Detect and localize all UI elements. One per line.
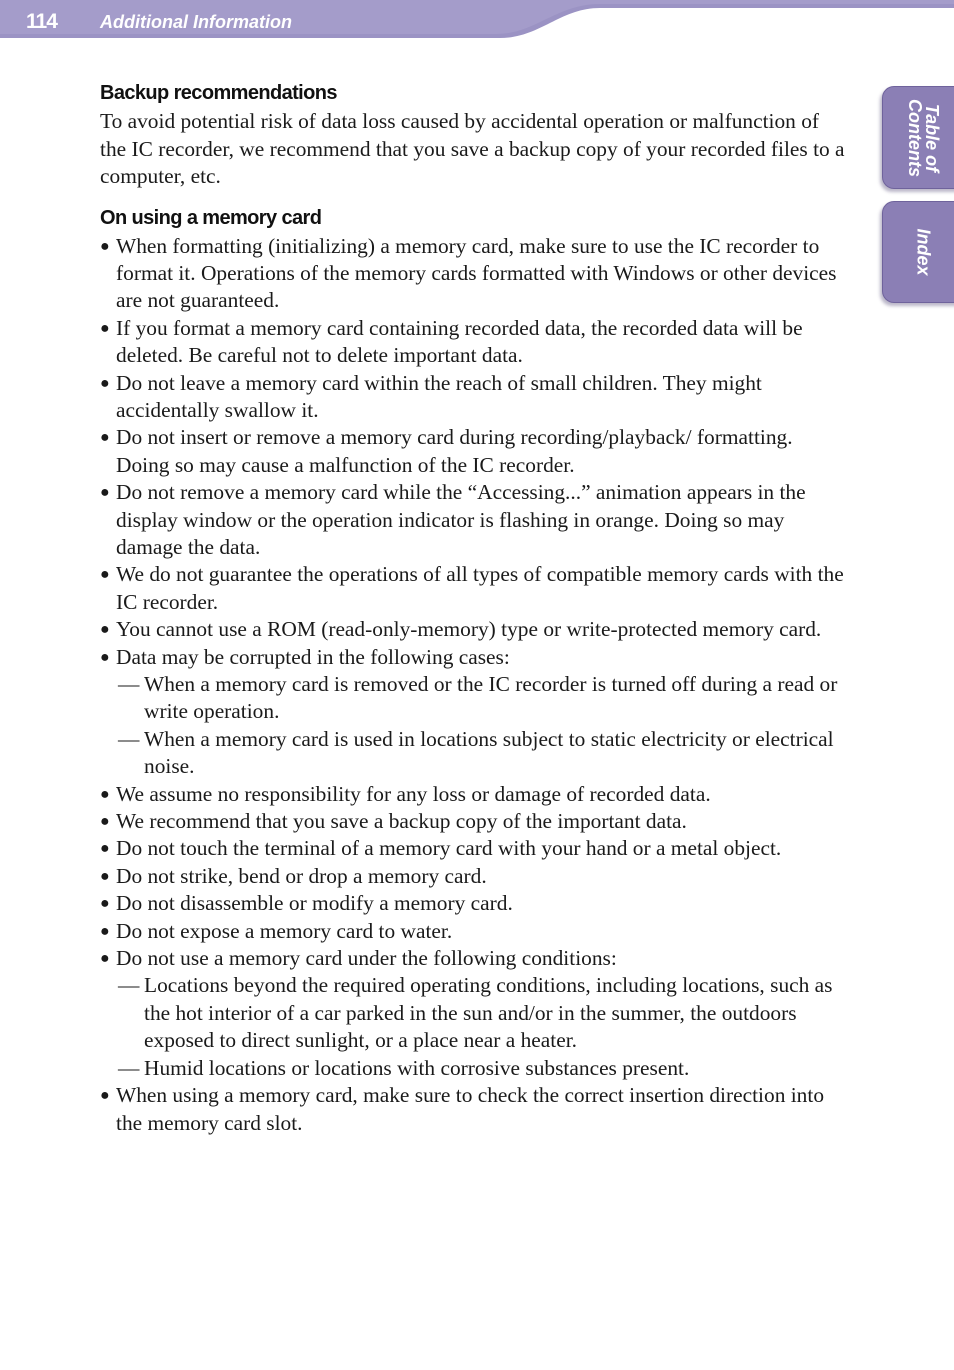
bullet-icon: ● bbox=[100, 950, 110, 968]
list-item-text: If you format a memory card containing recorded data, the recorded data will be deleted. Be careful not to delete important data. bbox=[116, 315, 803, 368]
bullet-icon: ● bbox=[100, 867, 110, 885]
list-item-text: Do not touch the terminal of a memory card with your hand or a metal object. bbox=[116, 836, 782, 861]
index-label: Index bbox=[913, 228, 934, 276]
bullet-icon: ● bbox=[100, 566, 110, 584]
list-item-text: We recommend that you save a backup copy of the important data. bbox=[116, 809, 687, 834]
dash-icon: — bbox=[118, 973, 140, 998]
list-item-text: When using a memory card, make sure to check the correct insertion direction into the memory card slot. bbox=[116, 1083, 825, 1135]
bullet-icon: ● bbox=[100, 484, 110, 502]
list-item bbox=[100, 918, 848, 945]
bullet-icon: ● bbox=[100, 648, 110, 666]
corruption-cases-list bbox=[100, 671, 848, 781]
list-item bbox=[100, 945, 848, 972]
list-item-text: Do not use a memory card under the following conditions: bbox=[116, 946, 617, 971]
bullet-icon: ● bbox=[100, 237, 110, 255]
list-item bbox=[100, 315, 848, 370]
list-item bbox=[100, 781, 848, 808]
sub-list-item-text: Humid locations or locations with corrosive substances present. bbox=[144, 1055, 690, 1080]
bullet-icon: ● bbox=[100, 374, 110, 392]
list-item bbox=[100, 863, 848, 890]
list-item-text: When formatting (initializing) a memory card, make sure to use the IC recorder to format it. Operations of the memory cards formatted with Windows or other devices are not guaranteed. bbox=[116, 233, 837, 313]
list-item-text: Data may be corrupted in the following cases: bbox=[116, 644, 510, 669]
list-item-text: Do not insert or remove a memory card during recording/playback/ formatting. Doing so may cause a malfunction of the IC recorder. bbox=[116, 425, 793, 477]
bullet-icon: ● bbox=[100, 895, 110, 913]
backup-paragraph: To avoid potential risk of data loss caused by accidental operation or malfunction of the IC recorder, we recommend that you save a backup copy of your recorded files to a computer, etc. bbox=[100, 109, 845, 188]
bullet-icon: ● bbox=[100, 785, 110, 803]
page-number: 114 bbox=[26, 10, 57, 33]
list-item bbox=[100, 890, 848, 917]
bullet-icon: ● bbox=[100, 429, 110, 447]
list-item-text: We assume no responsibility for any loss or damage of recorded data. bbox=[116, 781, 711, 806]
bullet-icon: ● bbox=[100, 922, 110, 940]
list-item bbox=[100, 1082, 848, 1137]
memory-card-list-continued bbox=[100, 781, 848, 973]
list-item bbox=[100, 616, 848, 643]
sub-list-item-text: Locations beyond the required operating conditions, including locations, such as the hot interior of a car parked in the sun and/or in the summer, the outdoors exposed to direct sunlight, or a place near a heater. bbox=[144, 973, 833, 1053]
dash-icon: — bbox=[118, 672, 140, 696]
bullet-icon: ● bbox=[100, 1087, 110, 1105]
page-content bbox=[100, 78, 848, 1137]
backup-heading: Backup recommendations bbox=[100, 82, 337, 104]
bullet-icon: ● bbox=[100, 813, 110, 831]
page-header bbox=[0, 0, 954, 42]
dash-icon: — bbox=[118, 726, 140, 751]
list-item bbox=[100, 808, 848, 835]
bullet-icon: ● bbox=[100, 621, 110, 639]
list-item bbox=[100, 835, 848, 862]
index-tab[interactable] bbox=[882, 201, 954, 303]
list-item bbox=[100, 644, 848, 671]
table-of-contents-label: Table of Contents bbox=[905, 98, 942, 177]
dash-icon: — bbox=[118, 1055, 140, 1080]
list-item bbox=[100, 479, 848, 561]
list-item-text: You cannot use a ROM (read-only-memory) type or write-protected memory card. bbox=[116, 617, 822, 642]
sub-list-item-text: When a memory card is used in locations subject to static electricity or electrical noise. bbox=[144, 726, 834, 779]
memory-card-heading: On using a memory card bbox=[100, 206, 322, 229]
memory-card-list-final bbox=[100, 1082, 848, 1137]
bullet-icon: ● bbox=[100, 840, 110, 858]
bullet-icon: ● bbox=[100, 319, 110, 337]
sub-list-item-text: When a memory card is removed or the IC recorder is turned off during a read or write operation. bbox=[144, 672, 838, 724]
list-item-text: Do not disassemble or modify a memory card. bbox=[116, 891, 513, 916]
list-item-text: Do not strike, bend or drop a memory card. bbox=[116, 863, 487, 888]
section-title: Additional Information bbox=[100, 12, 292, 32]
list-item bbox=[100, 370, 848, 425]
list-item-text: Do not leave a memory card within the reach of small children. They might accidentally swallow it. bbox=[116, 370, 762, 422]
list-item-text: We do not guarantee the operations of all types of compatible memory cards with the IC recorder. bbox=[116, 562, 844, 614]
list-item bbox=[100, 561, 848, 616]
sub-list-item bbox=[100, 671, 848, 726]
memory-card-list bbox=[100, 233, 848, 672]
sub-list-item bbox=[100, 972, 848, 1054]
conditions-list bbox=[100, 972, 848, 1082]
sub-list-item bbox=[100, 726, 848, 781]
list-item bbox=[100, 424, 848, 479]
list-item-text: Do not remove a memory card while the “Accessing...” animation appears in the display window or the operation indicator is flashing in orange. Doing so may damage the data. bbox=[116, 480, 806, 559]
sub-list-item bbox=[100, 1055, 848, 1082]
list-item-text: Do not expose a memory card to water. bbox=[116, 918, 453, 943]
table-of-contents-tab[interactable] bbox=[882, 86, 954, 189]
list-item bbox=[100, 233, 848, 315]
